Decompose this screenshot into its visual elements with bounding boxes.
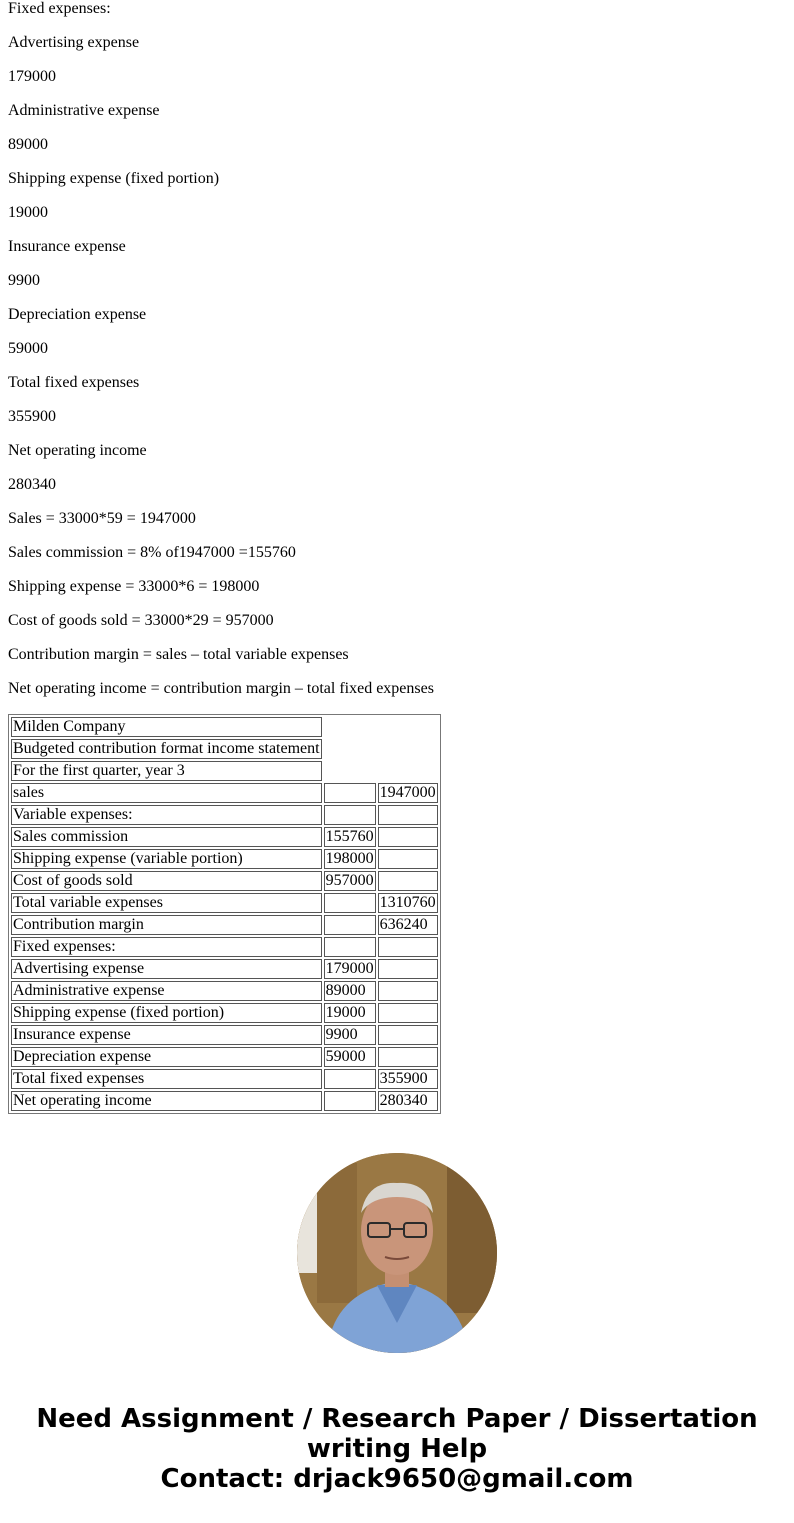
text-line: Depreciation expense xyxy=(8,306,147,323)
row-label: Variable expenses: xyxy=(11,805,322,825)
banner-line: Need Assignment / Research Paper / Dissertation xyxy=(36,1404,758,1434)
row-label: Net operating income xyxy=(11,1091,322,1111)
table-row xyxy=(11,937,438,957)
row-amount: 155760 xyxy=(325,828,374,845)
text-line: Sales = 33000*59 = 1947000 xyxy=(8,510,196,527)
promo-banner xyxy=(0,1404,794,1494)
text-line: 59000 xyxy=(8,340,48,357)
text-line: Shipping expense (fixed portion) xyxy=(8,170,220,187)
row-label: sales xyxy=(11,783,322,803)
row-amount: 89000 xyxy=(324,981,376,1001)
table-row xyxy=(11,783,438,803)
statement-title: Budgeted contribution format income statement xyxy=(13,740,320,757)
row-amount: 198000 xyxy=(325,850,374,867)
row-label: Administrative expense xyxy=(11,981,322,1001)
text-line: Fixed expenses: xyxy=(8,0,111,17)
row-total xyxy=(378,1003,438,1023)
text-lines xyxy=(8,0,786,698)
text-line: Advertising expense xyxy=(8,34,140,51)
row-total: 1947000 xyxy=(379,784,436,801)
income-statement-table xyxy=(8,714,441,1114)
row-label: Advertising expense xyxy=(11,959,322,979)
row-label: Shipping expense (variable portion) xyxy=(11,849,322,869)
text-line: Contribution margin = sales – total variable expenses xyxy=(8,646,349,663)
row-label: Sales commission xyxy=(11,827,322,847)
avatar xyxy=(297,1153,497,1353)
text-line: Insurance expense xyxy=(8,238,126,255)
text-line: Net operating income xyxy=(8,442,147,459)
table-row xyxy=(11,981,438,1001)
row-amount: 957000 xyxy=(325,872,374,889)
row-total xyxy=(378,1047,438,1067)
statement-period: For the first quarter, year 3 xyxy=(11,761,322,781)
text-line: 280340 xyxy=(8,476,56,493)
row-total xyxy=(378,959,438,979)
row-total xyxy=(378,827,438,847)
text-line: 355900 xyxy=(8,408,56,425)
person-photo-icon xyxy=(297,1153,497,1353)
row-amount: 9900 xyxy=(324,1025,376,1045)
table-row xyxy=(11,761,438,781)
text-line: Cost of goods sold = 33000*29 = 957000 xyxy=(8,612,274,629)
text-line: 19000 xyxy=(8,204,48,221)
table-row xyxy=(11,1069,438,1089)
row-amount xyxy=(324,937,376,957)
table-row xyxy=(11,805,438,825)
table-row xyxy=(11,1091,438,1111)
row-label: Fixed expenses: xyxy=(11,937,322,957)
table-row xyxy=(11,739,438,759)
table-row xyxy=(11,717,438,737)
row-amount: 59000 xyxy=(324,1047,376,1067)
text-line: 9900 xyxy=(8,272,40,289)
text-line: 179000 xyxy=(8,68,56,85)
text-line: Administrative expense xyxy=(8,102,160,119)
table-row xyxy=(11,871,438,891)
row-label: Contribution margin xyxy=(11,915,322,935)
row-total: 636240 xyxy=(378,915,438,935)
row-total: 280340 xyxy=(378,1091,438,1111)
text-line: 89000 xyxy=(8,136,48,153)
row-total: 355900 xyxy=(378,1069,438,1089)
row-label: Total fixed expenses xyxy=(11,1069,322,1089)
row-amount xyxy=(324,783,376,803)
row-total xyxy=(378,849,438,869)
row-label: Shipping expense (fixed portion) xyxy=(11,1003,322,1023)
table-row xyxy=(11,893,438,913)
row-total xyxy=(378,871,438,891)
text-line: Shipping expense = 33000*6 = 198000 xyxy=(8,578,260,595)
row-label: Insurance expense xyxy=(11,1025,322,1045)
table-row xyxy=(11,827,438,847)
table-row xyxy=(11,959,438,979)
row-total xyxy=(378,937,438,957)
row-amount xyxy=(324,1091,376,1111)
row-total xyxy=(378,1025,438,1045)
text-line: Sales commission = 8% of1947000 =155760 xyxy=(8,544,296,561)
banner-contact: Contact: drjack9650@gmail.com xyxy=(160,1464,634,1494)
table-row xyxy=(11,849,438,869)
row-total: 1310760 xyxy=(379,894,436,911)
text-line: Net operating income = contribution margin – total fixed expenses xyxy=(8,680,434,697)
row-total xyxy=(378,805,438,825)
row-amount xyxy=(324,893,376,913)
row-amount xyxy=(324,1069,376,1089)
text-line: Total fixed expenses xyxy=(8,374,140,391)
row-total xyxy=(378,981,438,1001)
row-amount xyxy=(324,915,376,935)
table-row xyxy=(11,1025,438,1045)
row-amount: 179000 xyxy=(325,960,374,977)
row-label: Cost of goods sold xyxy=(11,871,322,891)
row-amount: 19000 xyxy=(324,1003,376,1023)
company-name: Milden Company xyxy=(11,717,322,737)
table-row xyxy=(11,1003,438,1023)
row-label: Depreciation expense xyxy=(11,1047,322,1067)
row-amount xyxy=(324,805,376,825)
table-row xyxy=(11,915,438,935)
banner-line: writing Help xyxy=(306,1434,488,1464)
table-row xyxy=(11,1047,438,1067)
row-label: Total variable expenses xyxy=(11,893,322,913)
